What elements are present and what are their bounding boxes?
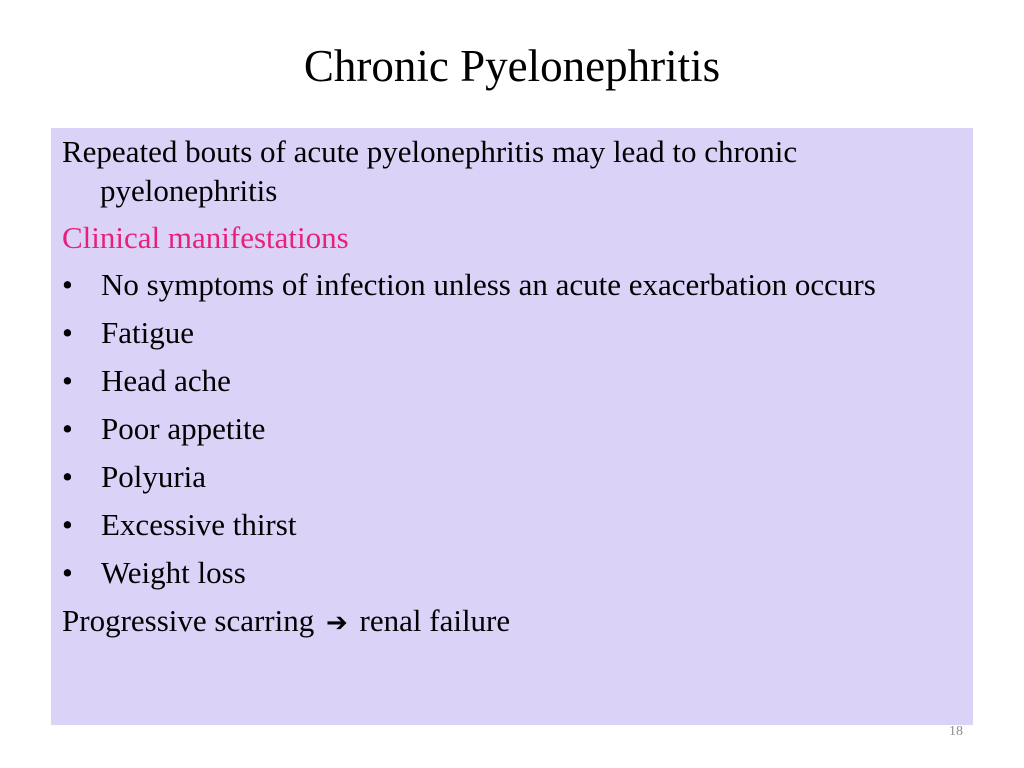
conclusion-before: Progressive scarring xyxy=(62,603,315,638)
bullet-text: Weight loss xyxy=(101,555,246,590)
bullet-item xyxy=(62,553,963,592)
bullet-item xyxy=(62,457,963,496)
bullet-icon: • xyxy=(62,315,73,350)
conclusion-text xyxy=(62,601,963,643)
bullet-text: Polyuria xyxy=(101,459,207,494)
page-number: 18 xyxy=(949,724,963,739)
section-heading: Clinical manifestations xyxy=(62,220,349,255)
bullet-icon: • xyxy=(62,459,73,494)
bullet-text: Poor appetite xyxy=(101,411,266,446)
bullet-text: Fatigue xyxy=(101,315,194,350)
bullet-text: Excessive thirst xyxy=(101,507,297,542)
bullet-item xyxy=(62,265,963,304)
content-box xyxy=(51,128,973,725)
bullet-item xyxy=(62,409,963,448)
bullet-icon: • xyxy=(62,507,73,542)
bullet-text: No symptoms of infection unless an acute exacerbation occurs xyxy=(101,267,876,302)
intro-text: Repeated bouts of acute pyelonephritis may lead to chronic pyelonephritis xyxy=(62,134,798,208)
bullet-item xyxy=(62,361,963,400)
bullet-icon: • xyxy=(62,267,73,302)
conclusion-after: renal failure xyxy=(359,603,511,638)
bullet-icon: • xyxy=(62,363,73,398)
bullet-text: Head ache xyxy=(101,363,231,398)
bullet-list xyxy=(62,265,963,592)
arrow-right-icon: ➔ xyxy=(326,608,348,638)
slide-title: Chronic Pyelonephritis xyxy=(303,41,721,91)
bullet-item xyxy=(62,505,963,544)
bullet-icon: • xyxy=(62,411,73,446)
bullet-item xyxy=(62,313,963,352)
bullet-icon: • xyxy=(62,555,73,590)
